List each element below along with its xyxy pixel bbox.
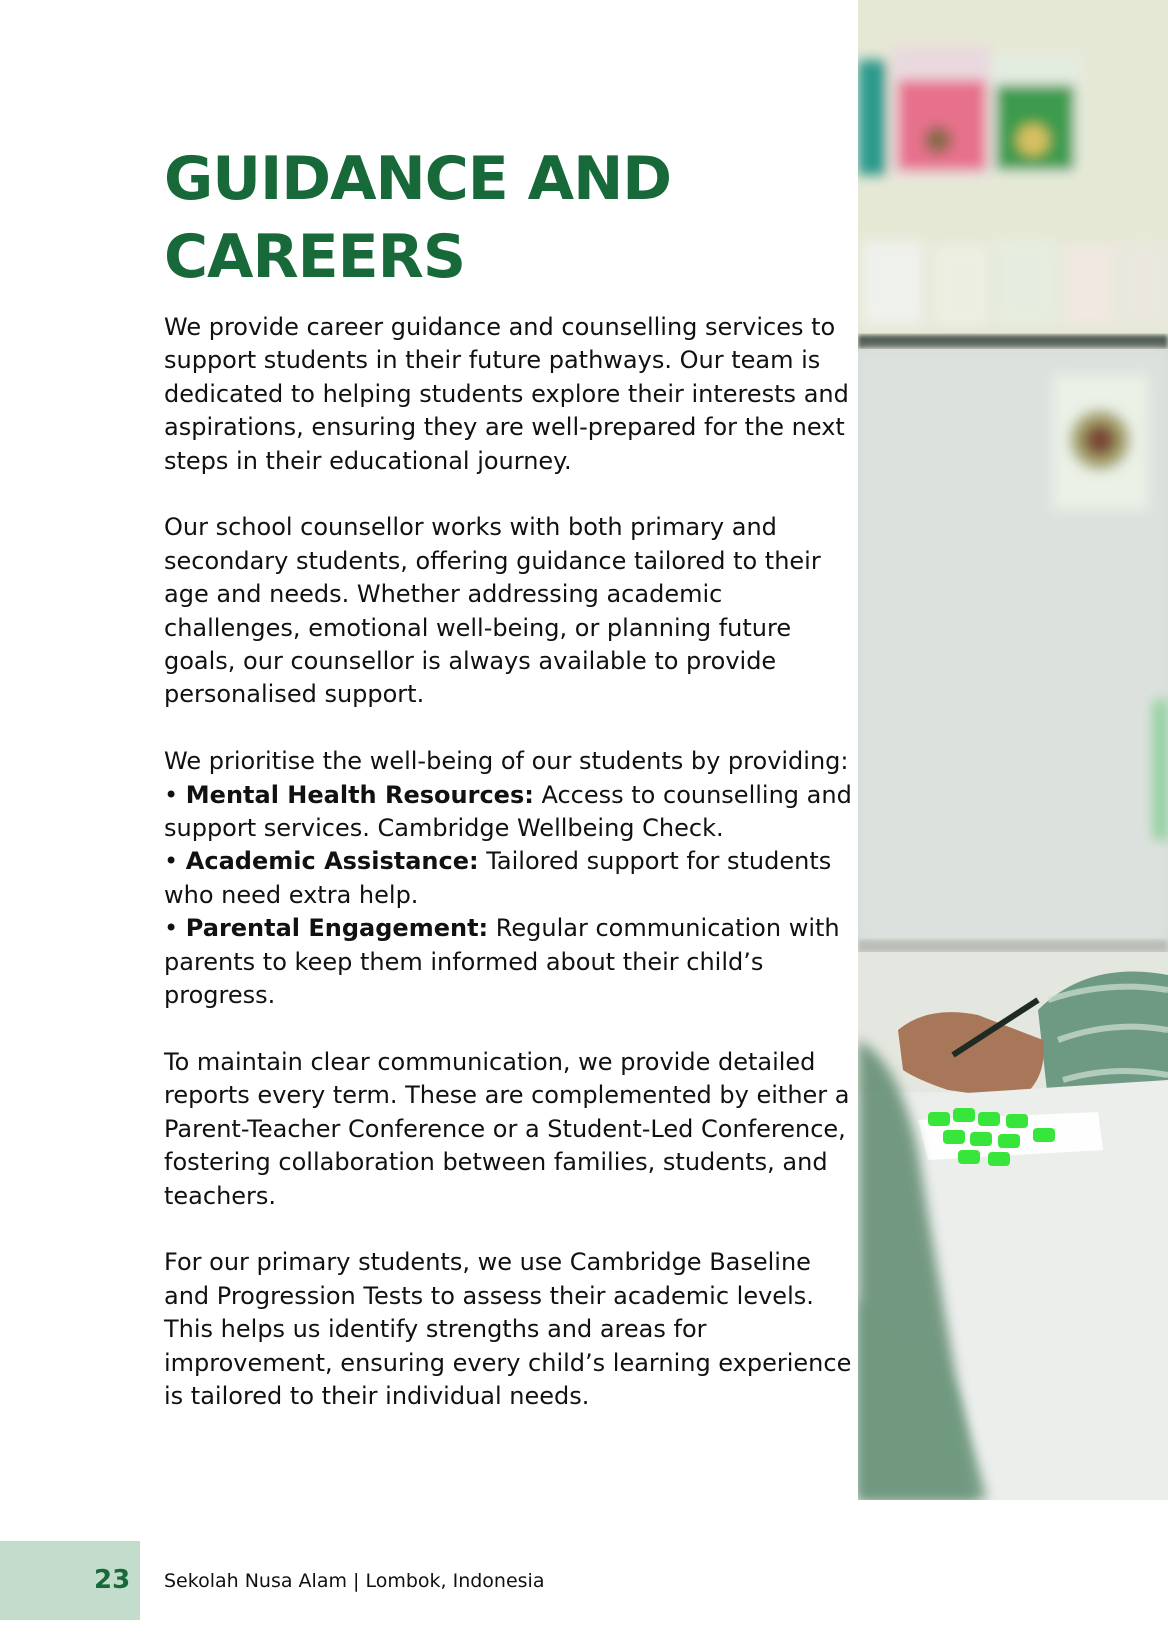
paragraph-reports: To maintain clear communication, we provide detailed reports every term. These are complemented by either a Parent-Teacher Conference or a Student-Led Conference, fostering collaboration between families, students, and teachers.	[164, 1047, 850, 1210]
paragraph-career-guidance: We provide career guidance and counselling services to support students in their future pathways. Our team is dedicated to helping students explore their interests and aspirations, ensuring they are well-prepared for the next steps in their educational journey.	[164, 313, 849, 475]
wellbeing-intro: We prioritise the well-being of our students by providing:	[164, 747, 849, 776]
page-title-line-1: GUIDANCE AND	[164, 144, 672, 214]
bullet-academic-assistance: • Academic Assistance: Tailored support for students who need extra help.	[164, 847, 832, 909]
paragraph-cambridge-tests: For our primary students, we use Cambridge Baseline and Progression Tests to assess their academic levels. This helps us identify strengths and areas for improvement, ensuring every child’s learning experience is tailored to their individual needs.	[164, 1248, 852, 1410]
paragraph-school-counsellor: Our school counsellor works with both primary and secondary students, offering guidance tailored to their age and needs. Whether addressing academic challenges, emotional well-being, or planning future goals, our counsellor is always available to provide personalised support.	[164, 513, 821, 709]
classroom-photo-illustration	[858, 0, 1168, 1500]
bullet-term: Academic Assistance:	[185, 847, 479, 876]
bullet-term: Mental Health Resources:	[185, 780, 534, 809]
bullet-parental-engagement: • Parental Engagement: Regular communication with parents to keep them informed about their child’s progress.	[164, 914, 840, 1010]
wellbeing-section	[164, 745, 854, 1012]
classroom-photo	[858, 0, 1168, 1500]
bullet-term: Parental Engagement:	[185, 914, 489, 943]
bullet-text: Tailored support for students who need extra help.	[164, 847, 832, 909]
bullet-text: Regular communication with parents to keep them informed about their child’s progress.	[164, 914, 840, 1010]
page-title-line-2: CAREERS	[164, 222, 466, 292]
footer-text: Sekolah Nusa Alam | Lombok, Indonesia	[164, 1570, 545, 1592]
bullet-mental-health: • Mental Health Resources: Access to counselling and support services. Cambridge Wellbeing Check.	[164, 780, 852, 843]
bullet-text: Access to counselling and support services. Cambridge Wellbeing Check.	[164, 780, 852, 843]
body-text	[164, 311, 854, 1413]
page-title	[164, 140, 844, 296]
page-number: 23	[94, 1565, 131, 1595]
